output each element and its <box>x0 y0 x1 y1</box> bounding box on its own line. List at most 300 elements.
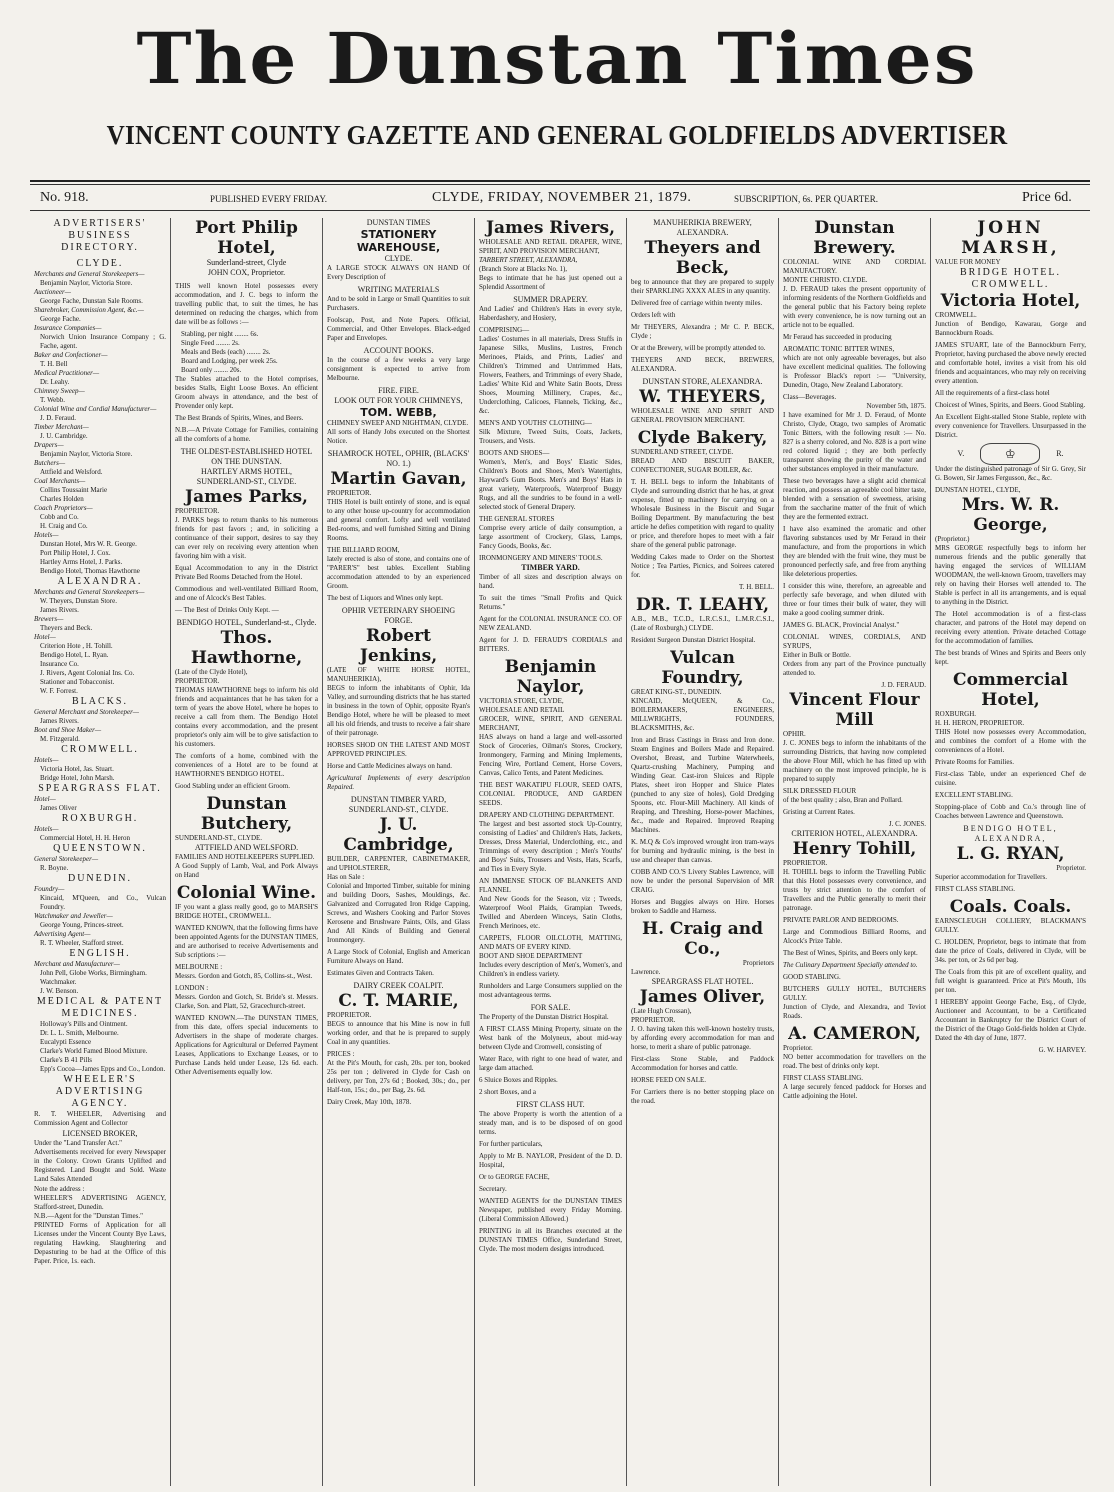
apply-fache: Or to GEORGE FACHE, <box>479 1173 550 1181</box>
colonial-wine-title: Colonial Wine. <box>176 883 317 903</box>
colliery: EARNSCLEUGH COLLIERY, BLACKMAN'S GULLY. <box>935 917 1086 934</box>
columns <box>30 218 1090 1486</box>
holden-text-2: The Coals from this pit are of excellent quality, and full weight is guaranteed. Price at Pit's Mouth, 10s per ton. <box>935 968 1086 994</box>
port-philip-title: Port Philip Hotel, <box>195 218 298 258</box>
london-heading: LONDON : <box>175 984 209 992</box>
bell-wedding: Wedding Cakes made to Order on the Shortest Notice ; Tea Parties, Picnics, and Soirees catered for. <box>631 553 774 579</box>
list-item: J. Rivers, Agent Colonial Ins. Co. <box>40 669 135 677</box>
vulcan-title: Vulcan Foundry, <box>661 648 744 688</box>
town-dunedin: DUNEDIN. <box>67 873 133 884</box>
rule-bottom <box>30 210 1090 211</box>
first-class-stabling-2: FIRST CLASS STABLING. <box>935 885 1016 893</box>
hawthorne-proprietor: PROPRIETOR. <box>175 677 220 685</box>
feraud-orders: Orders from any part of the Province punctually attended to. <box>783 660 926 677</box>
timber-text: Timber of all sizes and description always on hand. <box>479 573 622 590</box>
george-text-2: The Hotel accommodation is of a first-class character, and patrons of the Hotel may depend on receiving every attention. Private detached Cottage for the accommodation of families. <box>935 610 1086 645</box>
list-item: Dr. Leahy. <box>40 378 70 386</box>
list-item: Dr. L. L. Smith, Melbourne. <box>40 1029 119 1037</box>
commercial-title: Commercial Hotel, <box>953 670 1068 710</box>
superior-accommodation: Superior accommodation for Travellers. <box>935 873 1047 881</box>
marie-proprietor: PROPRIETOR. <box>327 1011 372 1019</box>
naylor-sub: VICTORIA STORE, CLYDE, <box>479 697 564 705</box>
list-item: Baker and Confectioner— <box>34 351 108 359</box>
oliver-late: (Late Hugh Crossan), <box>631 1007 692 1015</box>
rule-top <box>30 180 1090 182</box>
value-for-money: VALUE FOR MONEY <box>935 258 1001 266</box>
flour-mill-title: Vincent Flour Mill <box>789 690 920 730</box>
billiard-heading: THE BILLIARD ROOM, <box>327 546 400 554</box>
mens-text: Silk Mixture, Tweed Suits, Coats, Jackets, Trousers, and Vests. <box>479 428 622 445</box>
cambridge-sub: BUILDER, CARPENTER, CABINETMAKER, and UPHOLSTERER, <box>327 855 470 872</box>
masthead <box>0 0 1114 212</box>
dunstan-store: DUNSTAN STORE, ALEXANDRA. <box>642 377 763 386</box>
theyers-beck-sig: THEYERS AND BECK, BREWERS, ALEXANDRA. <box>631 356 774 373</box>
water-race: Water Race, with right to one head of water, and large dam attached. <box>479 1055 622 1072</box>
list-item: W. F. Forrest. <box>40 687 78 695</box>
stationery-clyde: CLYDE. <box>384 254 413 263</box>
printed-forms: PRINTED Forms of Application for all Licenses under the Vincent County Bye Laws, regulating Hawking, Slaughtering and Depasturing to be had at the Office of this Paper. Price, 1s. each. <box>34 1221 166 1265</box>
newspaper-title: The Dunstan Times <box>136 18 978 100</box>
drapery-text: The largest and best assorted stock Up-Country, consisting of Ladies' and Children's Hats, Jackets, Dresses, Dress Material, Underclothing, etc., and Trimmings of every description ; Men's Youths' and Boys' Suits, Trousers and Vests, Hats, Scarfs, and Ties in Every Style. <box>479 820 622 873</box>
parks-billiard: Commodious and well-ventilated Billiard Room, and one of Alcock's Best Tables. <box>175 585 318 602</box>
insurance-agent: Agent for the COLONIAL INSURANCE CO. OF NEW ZEALAND. <box>479 615 622 632</box>
column-4 <box>474 218 626 1486</box>
list-item: Colonial Wine and Cordial Manufacturer— <box>34 405 157 413</box>
carpets: CARPETS, FLOOR OILCLOTH, MATTING, AND MATS OF EVERY KIND. <box>479 934 622 951</box>
vulcan-sub: KINCAID, McQUEEN, & Co., BOILERMAKERS, ENGINEERS, MILLWRIGHTS, FOUNDERS, BLACKSMITHS, &c. <box>631 697 774 732</box>
tohill-proprietor: PROPRIETOR. <box>783 859 828 867</box>
ophir-veterinary: OPHIR VETERINARY SHOEING FORGE. <box>341 606 456 625</box>
bridge-hotel: BRIDGE HOTEL. CROMWELL. <box>960 267 1061 290</box>
price: Price 6d. <box>1022 190 1072 205</box>
black-text: I have examined for Mr J. D. Feraud, of Monte Christo, Clyde, Otago, two samples of Aromatic Tonic Bitters, with the following result :— No. 827 is a sherry colored, and No. 828 is a port wine red colored liquid ; they are both perfectly transparent showing the purity of the water and other substances employed in their manufacture. <box>783 411 926 473</box>
first-class-hut: FIRST CLASS HUT. <box>516 1100 585 1109</box>
mining-text: A FIRST CLASS Mining Property, situate on the West bank of the Molyneux, about mid-way between Clyde and Cromwell, consisting of <box>479 1025 622 1051</box>
clyde-bakery-title: Clyde Bakery, <box>637 428 768 448</box>
parks-accom: Equal Accommodation to any in the District Private Bed Rooms Detached from the Hotel. <box>175 564 318 581</box>
lookout-heading: LOOK OUT FOR YOUR CHIMNEYS, <box>334 396 463 405</box>
culinary: The Culinary Department Specially attended to. <box>783 961 918 969</box>
list-item: Hotel— <box>34 633 56 641</box>
column-directory <box>30 218 170 1486</box>
liquors-note: The best of Liquors and Wines only kept. <box>327 594 443 602</box>
list-item: Insurance Co. <box>40 660 79 668</box>
oliver-proprietor: PROPRIETOR. <box>631 1016 676 1024</box>
naylor-title: Benjamin Naylor, <box>504 657 597 697</box>
colonial-wines: COLONIAL WINES, CORDIALS, AND SYRUPS, <box>783 633 926 650</box>
cambridge-stock: A Large Stock of Colonial, English and American Furniture Always on Hand. <box>327 948 470 965</box>
coalpit-heading: DAIRY CREEK COALPIT. <box>353 981 444 990</box>
gavan-text: THIS Hotel is built entirely of stone, and is equal to any other house up-country for accommodation and general comfort. Lofty and well ventilated Bed-rooms, and well furnished Sitting and Dining Rooms. <box>327 498 470 542</box>
george-text-3: The best brands of Wines and Spirits and Beers only kept. <box>935 649 1086 666</box>
list-item: Port Philip Hotel, J. Cox. <box>40 549 111 557</box>
melbourne-text: Messrs. Gordon and Gotch, 85, Collins-st., West. <box>175 972 313 980</box>
list-item: Merchants and General Storekeepers— <box>34 270 145 278</box>
webb-text: All sorts of Handy Jobs executed on the Shortest Notice. <box>327 428 470 445</box>
vr-r: R. <box>1056 448 1064 458</box>
butchery-address: SUNDERLAND-ST., CLYDE. <box>175 834 263 842</box>
column-6 <box>778 218 930 1486</box>
list-item: Insurance Companies— <box>34 324 102 332</box>
feraud-producing: Mr Feraud has succeeded in producing <box>783 333 892 341</box>
published-note: PUBLISHED EVERY FRIDAY. <box>210 194 327 204</box>
rivers-street: TARBERT STREET, ALEXANDRA, <box>479 256 578 264</box>
town-blacks: BLACKS. <box>72 696 128 707</box>
list-item: Stabling, per night ........ 6s. <box>181 330 259 338</box>
rivers-ladies: And Ladies' and Children's Hats in every style, Haberdashery, and Hosiery, <box>479 305 622 322</box>
cameron-text: NO better accommodation for travellers on the road. The best of drinks only kept. <box>783 1053 926 1070</box>
stationery-sold: And to be sold in Large or Small Quantities to suit Purchasers. <box>327 295 470 312</box>
broker-heading: LICENSED BROKER, <box>62 1129 138 1138</box>
patronage: Under the distinguished patronage of Sir G. Grey, Sir G. Bowen, Sir James Fergusson, &c., &c. <box>935 465 1086 482</box>
craig-proprietors: Proprietors <box>742 959 774 967</box>
account-books: ACCOUNT BOOKS. <box>363 346 434 355</box>
roxburgh-list <box>34 825 166 843</box>
list-item: Single Feed ........ 2s. <box>181 339 240 347</box>
marie-date: Dairy Creek, May 10th, 1878. <box>327 1098 412 1106</box>
timber-yard-heading: DUNSTAN TIMBER YARD, SUNDERLAND-ST., CLYDE. <box>348 795 449 814</box>
column-3 <box>322 218 474 1486</box>
wanted-known-text: WANTED KNOWN, that the following firms have been appointed Agents for the DUNSTAN TIMES, and are authorised to receive Advertisements and Sub scriptions :— <box>175 924 318 959</box>
jones-signature: J. C. JONES. <box>888 820 926 828</box>
list-item: Cobb and Co. <box>40 513 79 521</box>
alexandra-list <box>34 588 166 696</box>
printing: PRINTING in all its Branches executed at the DUNSTAN TIMES Office, Sunderland Street, Clyde. The most modern designs introduced. <box>479 1227 622 1253</box>
george-proprietor: (Proprietor.) <box>935 535 970 543</box>
list-item: Dunstan Hotel, Mrs W. R. George. <box>40 540 137 548</box>
crest-icon: ♔ <box>980 443 1040 465</box>
issue-number: No. 918. <box>40 190 89 205</box>
list-item: Timber Merchant— <box>34 423 89 431</box>
list-item: Clarke's World Famed Blood Mixture. <box>40 1047 148 1055</box>
town-queenstown: QUEENSTOWN. <box>53 843 147 854</box>
billiard-text: lately erected is also of stone, and contains one of "PARER'S" best tables. Excellent Stabling accommodation attended to by an experienced Groom. <box>327 555 470 590</box>
list-item: Commercial Hotel, H. H. Heron <box>40 834 131 842</box>
medical-heading: MEDICAL & PATENT MEDICINES. <box>36 996 164 1019</box>
craig-title: H. Craig and Co., <box>642 919 763 959</box>
runholders: Runholders and Large Consumers supplied on the most advantageous terms. <box>479 982 622 999</box>
horses-shod: HORSES SHOD ON THE LATEST AND MOST APPROVED PRINCIPLES. <box>327 741 470 758</box>
list-item: John Pell, Globe Works, Birmingham. <box>40 969 147 977</box>
paddock: A large securely fenced paddock for Horses and Cattle adjoining the Hotel. <box>783 1083 926 1100</box>
hartley-arms: HARTLEY ARMS HOTEL, SUNDERLAND-ST., CLYDE. <box>196 467 297 486</box>
note-address: Note the address : <box>34 1185 85 1193</box>
list-item: T. Webb. <box>40 396 66 404</box>
list-item: Hotel— <box>34 795 56 803</box>
speargrass-list <box>34 795 166 813</box>
list-item: Attfield and Welsford. <box>40 468 103 476</box>
list-item: Merchants and General Storekeepers— <box>34 588 145 596</box>
bakery-sub: BREAD AND BISCUIT BAKER, CONFECTIONER, SUGAR BOILER, &c. <box>631 457 774 474</box>
parks-title: James Parks, <box>185 487 308 507</box>
town-english: ENGLISH. <box>69 948 131 959</box>
cambridge-sale: Has on Sale : <box>327 873 365 881</box>
list-item: Charles Holden <box>40 495 84 503</box>
port-philip-stables: The Stables attached to the Hotel comprises, besides Stalls, Eight Loose Boxes. An efficient Groom always in attendance, and the best of Provender only kept. <box>175 375 318 410</box>
port-philip-text: THIS well known Hotel possesses every accommodation, and J. C. begs to inform the travelling public that, to suit the times, he has determined on reducing the charges, which from date will be as follows :— <box>175 282 318 326</box>
heron-proprietor: H. H. HERON, PROPRIETOR. <box>935 719 1025 727</box>
naylor-ws: WHOLESALE AND RETAIL <box>479 706 565 714</box>
leahy-title: DR. T. LEAHY, <box>635 595 770 615</box>
agri-implements: Agricultural Implements of every description Repaired. <box>327 774 470 791</box>
w-theyers-sub: WHOLESALE WINE AND SPIRIT AND GENERAL PROVISION MERCHANT. <box>631 407 774 424</box>
list-item: Medical Practitioner— <box>34 369 100 377</box>
marie-text: BEGS to announce that his Mine is now in full working order, and that he is prepared to supply Coal in any quantities. <box>327 1020 470 1046</box>
clyde-list <box>34 270 166 576</box>
port-philip-rates <box>175 330 318 375</box>
list-item: James Rivers. <box>40 717 79 725</box>
summer-drapery: SUMMER DRAPERY. <box>513 295 588 304</box>
jenkins-late: (LATE OF WHITE HORSE HOTEL, MANUHERIKIA), <box>327 666 470 683</box>
suit-times: To suit the times "Small Profits and Quick Returns." <box>479 594 622 611</box>
webb-title: TOM. WEBB, <box>360 406 437 419</box>
comprising: COMPRISING— <box>479 326 530 334</box>
aromatic-wines: AROMATIC TONIC BITTER WINES, <box>783 345 895 353</box>
wheeler-address: WHEELER'S ADVERTISING AGENCY, Stafford-street, Dunedin. <box>34 1194 166 1211</box>
wheeler-text: R. T. WHEELER, Advertising and Commission Agent and Collector <box>34 1110 166 1127</box>
new-goods: And New Goods for the Season, viz ; Tweeds, Waterproof Wool Plaids, Grampian Tweeds, Twilled and Aberdeen Winceys, Satin Cloths, French Merinoes, etc. <box>479 895 622 930</box>
black-text-2: These two beverages have a slight acid chemical reaction, and possess an agreeable cool bitter taste, blended with a sensation of sweetness, arising from the saccharine matter of the fruit of which they are the fermented extract. <box>783 477 926 521</box>
rivers-sub: WHOLESALE AND RETAIL DRAPER, WINE, SPIRIT, AND PROVISION MERCHANT, <box>479 238 622 255</box>
list-item: Merchant and Manufacturer— <box>34 960 120 968</box>
gavan-title: Martin Gavan, <box>330 469 467 489</box>
column-7 <box>930 218 1090 1486</box>
list-item: Benjamin Naylor, Victoria Store. <box>40 279 133 287</box>
gully-junction: Junction of Clyde, and Alexandra, and Teviot Roads. <box>783 1003 926 1020</box>
george-text: MRS GEORGE respectfully begs to inform her numerous friends and the public generally that having engaged the services of WILLIAM WOODMAN, the well-known Groom, travellers may rely on having their Horses well attended to. The Stable is perfect in all its arrangements, and is equal to anything in the District. <box>935 544 1086 606</box>
list-item: Clarke's B 41 Pills <box>40 1056 93 1064</box>
theyers-beck-brewery: Or at the Brewery, will be promptly attended to. <box>631 344 766 352</box>
royal-arms <box>935 443 1086 465</box>
black-signature: JAMES G. BLACK, Provincial Analyst." <box>783 621 900 629</box>
gristing: Gristing at Current Rates. <box>783 808 855 816</box>
list-item: Kincaid, M'Queen, and Co., Vulcan Foundry. <box>40 894 166 911</box>
town-clyde: CLYDE. <box>76 258 124 269</box>
bendigo-hotel: BENDIGO HOTEL, Sunderland-st., Clyde. <box>176 618 317 627</box>
black-text-4: I consider this wine, therefore, an agreeable and perfectly safe beverage, and when diluted with three or four times their bulk of water, they will make a good cooling summer drink. <box>783 582 926 617</box>
list-item: R. T. Wheeler, Stafford street. <box>40 939 124 947</box>
wheeler-heading: WHEELER'S ADVERTISING AGENCY. <box>55 1074 145 1109</box>
list-item: George Fache. <box>40 315 81 323</box>
list-item: Drapers— <box>34 441 64 449</box>
theyers-beck-names: Mr THEYERS, Alexandra ; Mr C. P. BECK, Clyde ; <box>631 323 774 340</box>
criterion-hotel: CRITERION HOTEL, ALEXANDRA. <box>791 829 918 838</box>
list-item: Butchers— <box>34 459 66 467</box>
medical-list <box>34 1020 166 1074</box>
apply-naylor: Apply to Mr B. NAYLOR, President of the D. D. Hospital, <box>479 1152 622 1169</box>
tohill-text: H. TOHILL begs to inform the Travelling Public that this Hotel possesses every convenience, and trusts by strict attention to the comfort of Travellers and the Public generally to merit their patronage. <box>783 868 926 912</box>
list-item: Board only ........ 20s. <box>181 366 242 374</box>
heron-text: THIS Hotel now possesses every Accommodation, and combines the comfort of a Home with the conveniences of a Hotel. <box>935 728 1086 754</box>
jenkins-title: Robert Jenkins, <box>359 626 438 666</box>
list-item: Hotels— <box>34 756 59 764</box>
first-class-table: First-class Table, under an experienced Chef de cuisine. <box>935 770 1086 787</box>
hawthorne-late: (Late of the Clyde Hotel), <box>175 668 248 676</box>
list-item: M. Fitzgerald. <box>40 735 80 743</box>
brewery-heading: MANUHERIKIA BREWERY, ALEXANDRA. <box>653 218 752 237</box>
general-stores: THE GENERAL STORES <box>479 515 555 523</box>
list-item: Eucalypti Essence <box>40 1038 92 1046</box>
list-item: Brewers— <box>34 615 64 623</box>
naylor-text: HAS always on hand a large and well-assorted Stock of Groceries, Oilman's Stores, Crockery, Ironmongery, Farming and Mining Implements, Fencing Wire, Portland Cement, Horse Covers, Canvas, Calico Tents, and Patent Medicines. <box>479 733 622 777</box>
jenkins-text: BEGS to inform the inhabitants of Ophir, Ida Valley, and surrounding districts that he has started in business in the town of Ophir, opposite Ryan's Bendigo Hotel, where he will be pleased to meet all his old friends, and trusts to receive a fair share of their patronage. <box>327 684 470 737</box>
silk-text: of the best quality ; also, Bran and Pollard. <box>783 796 903 804</box>
particulars: For further particulars, <box>479 1140 543 1148</box>
butchery-families: FAMILIES AND HOTELKEEPERS SUPPLIED. <box>175 853 315 861</box>
oliver-feed: HORSE FEED ON SALE. <box>631 1076 707 1084</box>
list-item: Norwich Union Insurance Company ; G. Fache, agent. <box>40 333 166 350</box>
private-parlor: PRIVATE PARLOR AND BEDROOMS. <box>783 916 899 924</box>
immense-stock: AN IMMENSE STOCK OF BLANKETS AND FLANNEL <box>479 877 622 894</box>
leahy-resident: Resident Surgeon Dunstan District Hospital. <box>631 636 756 644</box>
list-item: Hotels— <box>34 825 59 833</box>
vulcan-text: Iron and Brass Castings in Brass and Iron done. Steam Engines and Boilers Made and Repaired. Overshot, Breast, and Turbine Waterwheels, Quartz-crushing Machinery, Pumping and Winding Gear. Cast-iron Sluices and Ripple Plates, sheet iron Hopper and Sluice Plates (punched to any size of holes), Gold Dredging Spoons, etc. Flour-Mill Machinery. All kinds of Reaping, and Threshing, Horse-power Machines, &c., made and Repaired. Improved Reaping Machines. <box>631 736 774 834</box>
feraud-signature: J. D. FERAUD. <box>881 681 926 689</box>
theyers-beck-title: Theyers and Beck, <box>644 238 761 278</box>
list-item: Coach Proprietors— <box>34 504 93 512</box>
billiard-rooms: Large and Commodious Billiard Rooms, and Alcock's Prize Table. <box>783 928 926 945</box>
port-philip-proprietor: JOHN COX, Proprietor. <box>207 268 286 277</box>
list-item: Advertising Agent— <box>34 930 91 938</box>
hawthorne-text: THOMAS HAWTHORNE begs to inform his old friends and acquaintances that he has taken for a term of years the above Hotel, where he hopes to receive a call from them. The Bendigo Hotel contains every accommodation, and the present proprietor's only aim will be to give satisfaction to his customers. <box>175 686 318 748</box>
bulk-bottle: Either in Bulk or Bottle. <box>783 651 851 659</box>
stationery-text: A LARGE STOCK ALWAYS ON HAND Of Every Description of <box>327 264 470 281</box>
webb-sub: CHIMNEY SWEEP AND NIGHTMAN, CLYDE. <box>327 419 469 427</box>
butchery-meat: A Good Supply of Lamb, Veal, and Pork Always on Hand <box>175 862 318 879</box>
excellent-stable: An Excellent Eight-stalled Stone Stable, replete with every convenience for Travellers. Unsurpassed in the District. <box>935 413 1086 439</box>
list-item: R. Boyne. <box>40 864 69 872</box>
town-cromwell: CROMWELL. <box>61 744 139 755</box>
column-2 <box>170 218 322 1486</box>
town-speargrass: SPEARGRASS FLAT. <box>38 783 162 794</box>
column-5 <box>626 218 778 1486</box>
report-date: November 5th, 1875. <box>866 402 926 410</box>
cromwell-list <box>34 756 166 783</box>
marsh-title: JOHN MARSH, <box>961 218 1060 258</box>
first-class-stabling: FIRST CLASS STABLING. <box>783 1074 864 1082</box>
brewery-sub: COLONIAL WINE AND CORDIAL MANUFACTORY. <box>783 258 926 275</box>
port-philip-nb: N.B.—A Private Cottage for Families, containing all the comforts of a home. <box>175 426 318 443</box>
george-title: Mrs. W. R. George, <box>961 495 1060 535</box>
shamrock-hotel: SHAMROCK HOTEL, OPHIR, (BLACKS' NO. 1.) <box>327 449 470 468</box>
harvey-text: I HEREBY appoint George Fache, Esq., of Clyde, Auctioneer and Accountant, to be a Certificated Accountant in Bankruptcy for the District Court of the District of the Otago Gold-fields holden at Clyde. Dated the 4th day of June, 1877. <box>935 998 1086 1042</box>
commercial-location: ROXBURGH. <box>935 710 977 718</box>
wheeler-more: Advertisements received for every Newspaper in the Colony. Crown Grants Uplifted and Registered. Land Bought and Sold. Waste Land Sales Attended <box>34 1148 166 1183</box>
theyers-beck-orders: Orders left with <box>631 311 676 319</box>
list-item: Meals and Beds (each) ........ 2s. <box>181 348 271 356</box>
hawthorne-title: Thos. Hawthorne, <box>190 628 303 668</box>
vulcan-address: GREAT KING-ST., DUNEDIN. <box>631 688 722 696</box>
list-item: W. Theyers, Dunstan Store. <box>40 597 117 605</box>
general-text: Comprise every article of daily consumption, a large assortment of Crockery, Glass, Lamps, Fancy Goods, Books, &c. <box>479 524 622 550</box>
subscription-note: SUBSCRIPTION, 6s. PER QUARTER. <box>734 194 878 204</box>
for-sale: FOR SALE. <box>530 1003 571 1012</box>
list-item: Collins Toussaint Marie <box>40 486 108 494</box>
boots-text: Women's, Men's, and Boys' Elastic Sides, Children's Boots and Shoes, Men's Watertights, Hayward's Gum Boots. Men's and Boys' Hats in great variety, Waterproofs, Waterproof Buggy Rugs, and all the sundries to be found in a well-selected stock of General Drapery. <box>479 458 622 511</box>
issue-date: CLYDE, FRIDAY, NOVEMBER 21, 1879. <box>432 190 692 205</box>
silk-flour: SILK DRESSED FLOUR <box>783 787 857 795</box>
list-item: Criterion Hote , H. Tohill. <box>40 642 113 650</box>
leahy-sub: A.B., M.B., T.C.D., L.R.C.S.I., L.M.R.C.S.I., (Late of Roxburgh,) CLYDE. <box>631 615 774 632</box>
boot-dept-text: Includes every description of Men's, Women's, and Children's in endless variety. <box>479 961 622 978</box>
list-item: Stationer and Tobacconist. <box>40 678 115 686</box>
ryan-proprietor: Proprietor. <box>1056 864 1086 872</box>
parks-text: J. PARKS begs to return thanks to his numerous friends for past favors ; and, in soliciting a continuance of their support, desires to say they can ever rely on receiving every attention when favoring him with a visit. <box>175 516 318 560</box>
london-text: Messrs. Gordon and Gotch, St. Bride's st. Messrs. Clarke, Son. and Platt, 52, Gracechurch-street. <box>175 993 318 1010</box>
butchery-title: Dunstan Butchery, <box>200 794 293 834</box>
good-stabling: GOOD STABLING. <box>783 973 841 981</box>
list-item: T. H. Bell <box>40 360 68 368</box>
horse-medicine: Horse and Cattle Medicines always on hand. <box>327 762 452 770</box>
feraud-agent: Agent for J. D. FERAUD'S CORDIALS and BITTERS. <box>479 636 622 653</box>
jones-text: J. C. JONES begs to inform the inhabitants of the surrounding Districts, that having now completed the above Flour Mill, which he has fitted up with machinery on the most improved principle, he is prepared to supply <box>783 739 926 783</box>
list-item: Auctioneer— <box>34 288 71 296</box>
list-item: James Rivers. <box>40 606 79 614</box>
oliver-carriers: For Carriers there is no better stopping place on the road. <box>631 1088 774 1105</box>
victoria-location: CROMWELL. <box>935 311 977 319</box>
rivers-list: Ladies' Costumes in all materials, Dress Stuffs in Japanese Silks, Muslins, Lustres, French Merinoes, Plaids, and Prints, Ladies' and Children's Trimmed and Untrimmed Hats, Flowers, Feathers, and Trimmings of every Shade, Ladies' White Kid and White Satin Boots, Dress Shoes, Mourning Millinery, Crapes, &c., Underclothing, Calicoes, Flannels, Ticking, &c., &c. <box>479 335 622 415</box>
short-boxes: 2 short Boxes, and a <box>479 1088 536 1096</box>
stuart-text: JAMES STUART, late of the Bannockburn Ferry, Proprietor, having purchased the above newly erected and comfortable hotel, invites a visit from his old friends and acquaintances, who may rely on receiving every attention. <box>935 341 1086 385</box>
broker-sub: Under the "Land Transfer Act." <box>34 1139 122 1147</box>
blacks-list <box>34 708 166 744</box>
for-sale-text: The Property of the Dunstan District Hospital. <box>479 1013 609 1021</box>
naylor-flour: THE BEST WAKATIPU FLOUR, SEED OATS, COLONIAL PRODUCE, AND GARDEN SEEDS. <box>479 781 622 807</box>
list-item: George Young, Princes-street. <box>40 921 124 929</box>
private-rooms: Private Rooms for Families. <box>935 758 1014 766</box>
list-item: J. W. Benson. <box>40 987 79 995</box>
choicest: Choicest of Wines, Spirits, and Beers. Good Stabling. <box>935 401 1086 409</box>
cameron-proprietor: Proprietor. <box>783 1044 813 1052</box>
stationery-course: In the course of a few weeks a very large consignment is expected to arrive from Melbourne. <box>327 356 470 382</box>
theyers-beck-text: beg to announce that they are prepared to supply their SPARKLING XXXX ALES in any quantity. <box>631 278 774 295</box>
town-roxburgh: ROXBURGH. <box>61 813 139 824</box>
black-text-3: I have also examined the aromatic and other flavoring substances used by Mr Feraud in their manufacture, and from the proportions in which they are blended with the fruit wine, they must be pronounced perfectly safe, and free from anything like deleterious properties. <box>783 525 926 578</box>
secretary: Secretary. <box>479 1185 507 1193</box>
harvey-signature: G. W. HARVEY. <box>1038 1046 1086 1054</box>
hawthorne-groom: Good Stabling under an efficient Groom. <box>175 782 290 790</box>
hut-text: The above Property is worth the attention of a steady man, and is to be disposed of on good terms. <box>479 1110 622 1136</box>
gavan-proprietor: PROPRIETOR. <box>327 489 372 497</box>
victoria-junction: Junction of Bendigo, Kawarau, Gorge and Bannockburn Roads. <box>935 320 1086 337</box>
list-item: Foundry— <box>34 885 65 893</box>
requirements: All the requirements of a first-class hotel <box>935 389 1050 397</box>
port-philip-address: Sunderland-street, Clyde <box>206 258 287 267</box>
wanted-agents: WANTED AGENTS for the DUNSTAN TIMES Newspaper, published every Friday Morning. (Liberal Commission Allowed.) <box>479 1197 622 1223</box>
butchers-gully: BUTCHERS GULLY HOTEL, BUTCHERS GULLY. <box>783 985 926 1002</box>
rule-top-thin <box>30 184 1090 185</box>
feraud-report: which are not only agreeable beverages, but also have excellent medicinal qualities. The following is Professor Black's report :— "University, Dunedin, Otago, New Zealand Laboratory. <box>783 354 926 389</box>
victoria-title: Victoria Hotel, <box>940 291 1081 311</box>
oliver-title: James Oliver, <box>639 987 766 1007</box>
oliver-text: J. O. having taken this well-known hostelry trusts, by affording every accommodation for man and horse, to merit a share of public patronage. <box>631 1025 774 1051</box>
rivers-text: Begs to intimate that he has just opened out a Splendid Assortment of <box>479 274 622 291</box>
cambridge-list: Colonial and Imported Timber, suitable for mining and building Doors, Sashes, Mouldings, &c. Galvanized and Corrugated Iron Ridge Capping, Screws, and Washers Cooking and Parlor Stoves Kerosene and Brushware Paints, Oils, and Glass And All Kinds of Building and General Ironmongery. <box>327 882 470 944</box>
stationery-paper: Foolscap, Post, and Note Papers. Official, Commercial, and Other Envelopes. Black-edged Paper and Envelopes. <box>327 316 470 342</box>
writing-materials: WRITING MATERIALS <box>357 285 440 294</box>
tohill-title: Henry Tohill, <box>792 839 917 859</box>
cambridge-title: J. U. Cambridge, <box>343 815 454 855</box>
oldest-hotel: THE OLDEST-ESTABLISHED HOTEL ON THE DUNSTAN. <box>180 447 313 466</box>
fire-heading: FIRE. FIRE. <box>378 386 419 395</box>
vulcan-note: K. M.Q & Co's improved wrought iron tram-ways for burning and hydraulic mining, is the best in use and cheaper than canvas. <box>631 838 774 864</box>
colonial-wine-text: IF you want a glass really good, go to MARSH'S BRIDGE HOTEL, CROMWELL. <box>175 903 318 920</box>
english-list <box>34 960 166 996</box>
dunstan-hotel: DUNSTAN HOTEL, CLYDE, <box>935 486 1021 494</box>
bakery-address: SUNDERLAND STREET, CLYDE. <box>631 448 734 456</box>
marie-prices: At the Pit's Mouth, for cash, 20s. per ton, booked 25s per ton ; delivered in Clyde for Cash on delivery, per Ton, 27s 6d ; Booked, 30s.; do., per Half-ton, 15s.; do., per Bag, 2s. 6d. <box>327 1059 470 1094</box>
rivers-title: James Rivers, <box>485 218 616 238</box>
